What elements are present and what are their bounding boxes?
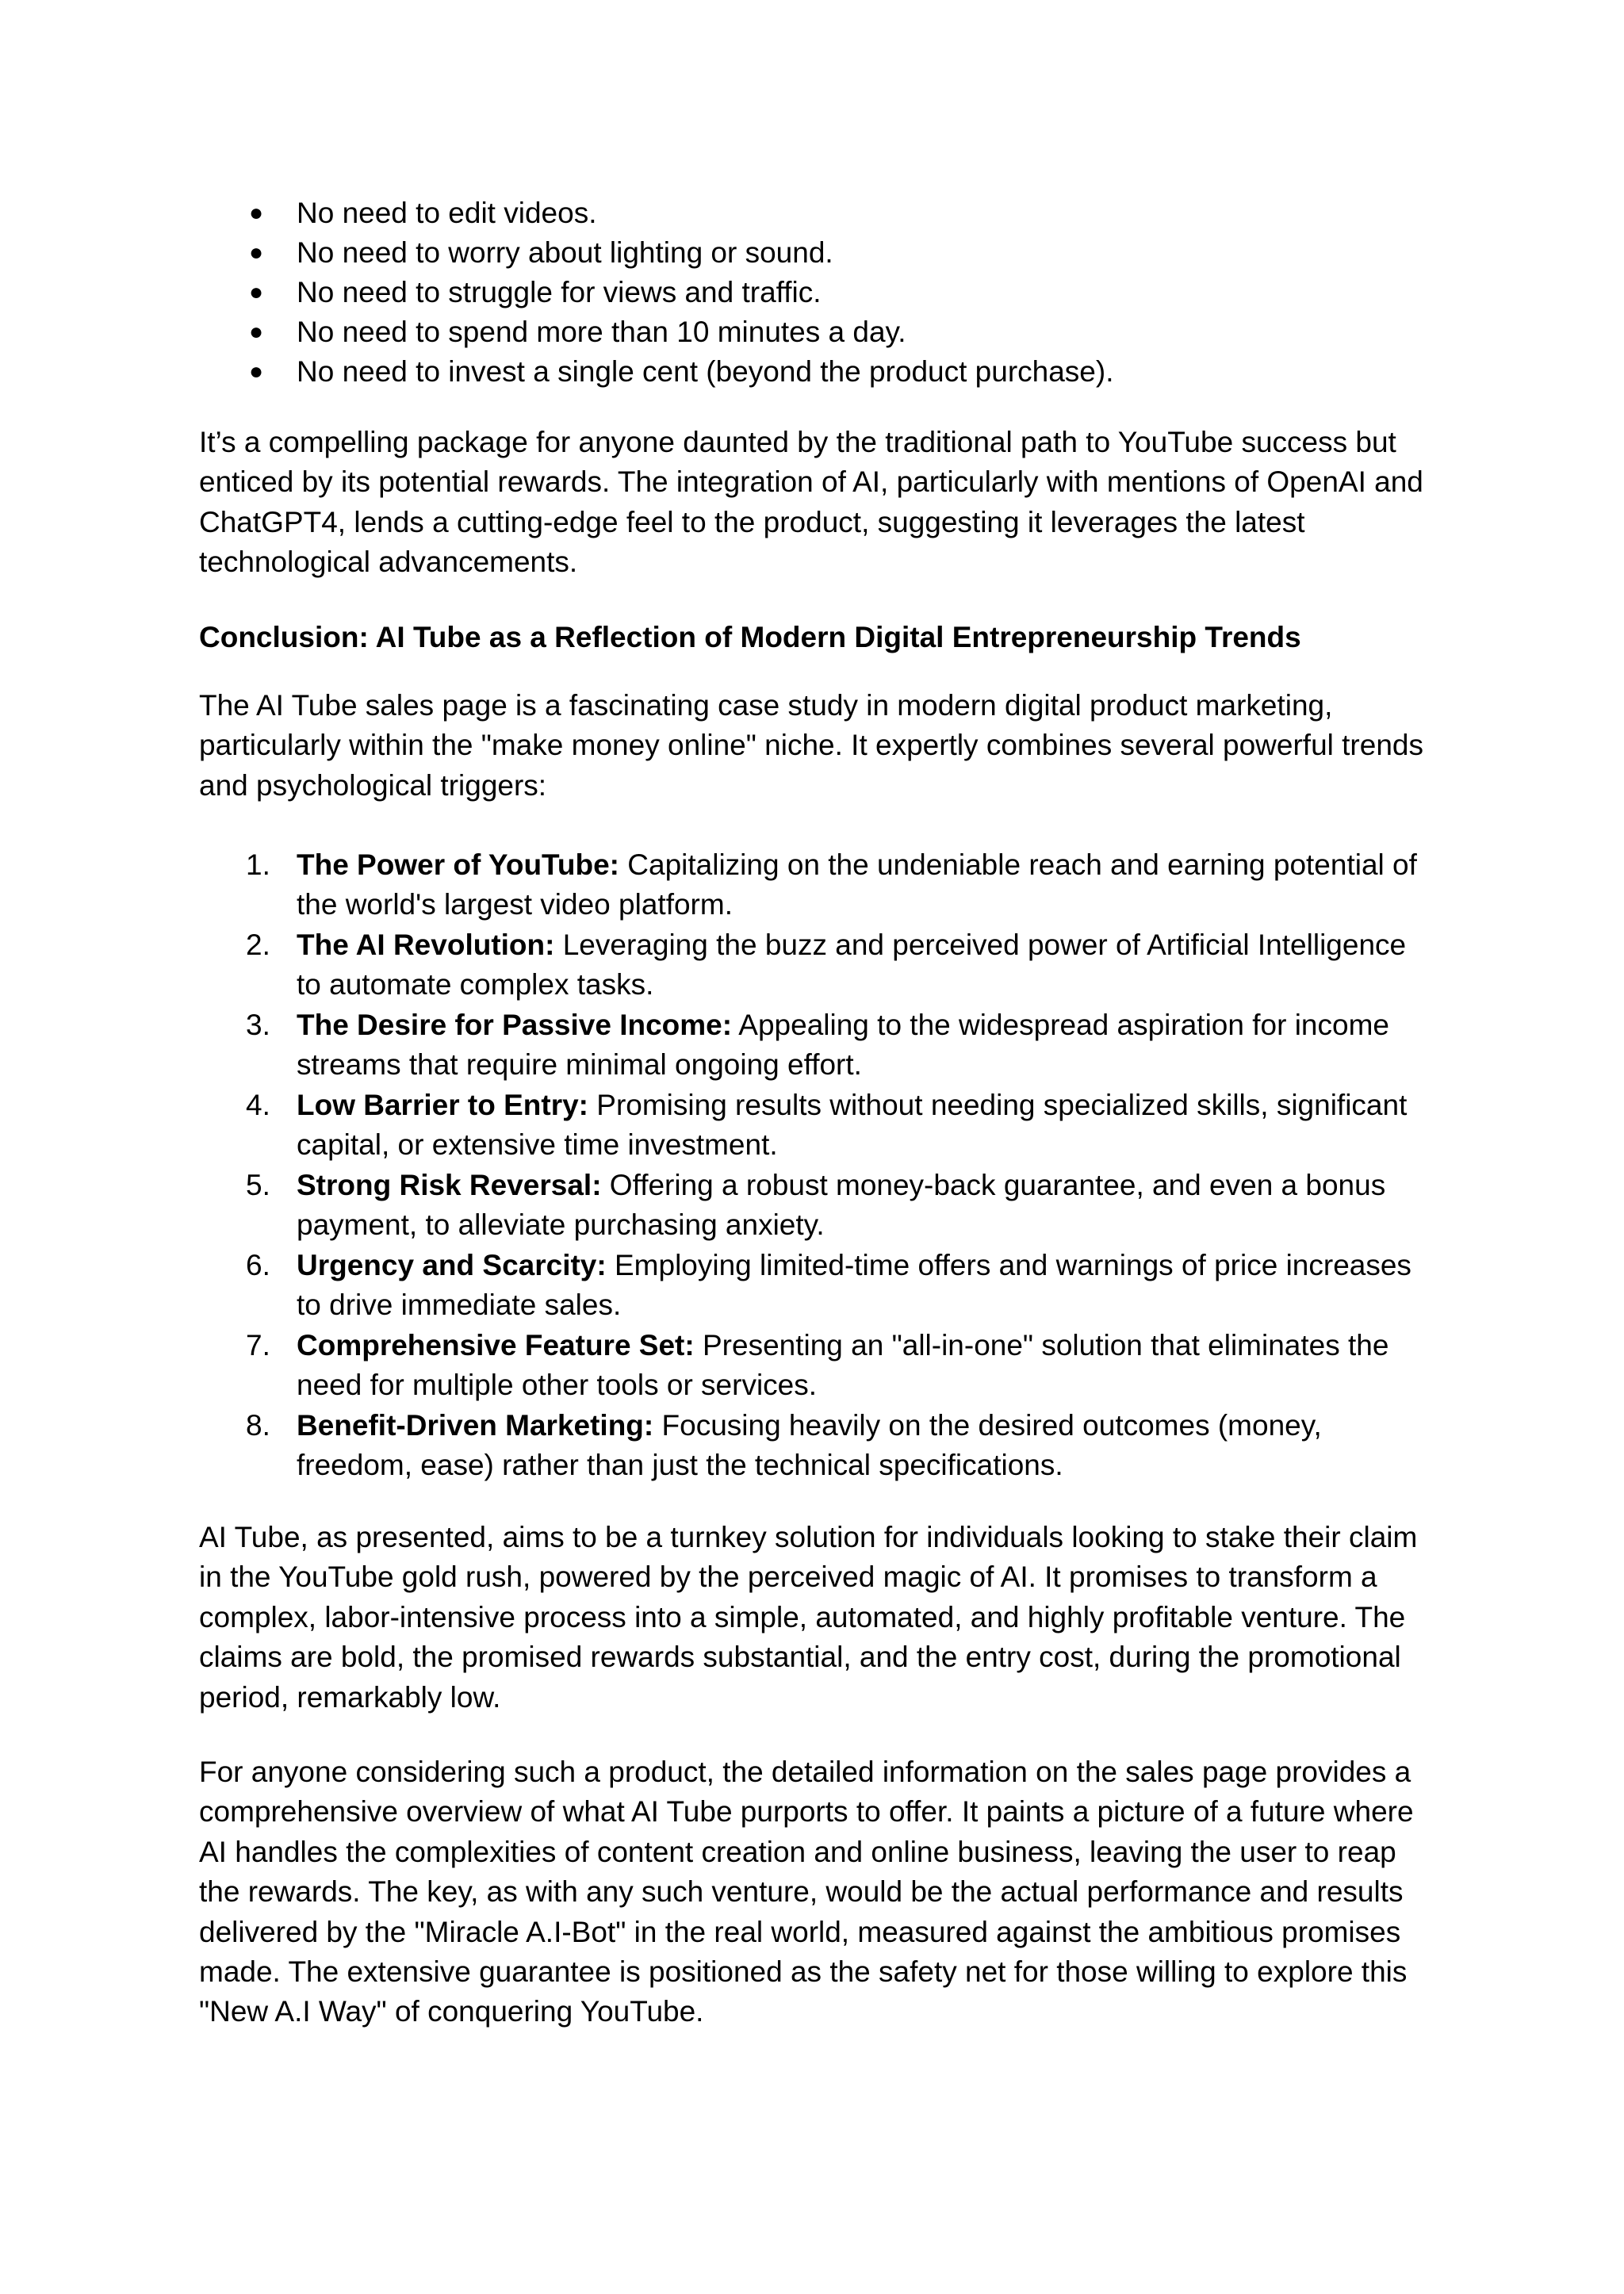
item-title: Benefit-Driven Marketing: bbox=[297, 1409, 654, 1442]
list-item bbox=[199, 1166, 1436, 1246]
closing-paragraph: For anyone considering such a product, the detailed information on the sales page provides a comprehensive overview of what AI Tube purports to offer. It paints a picture of a future where AI handles the complexities of content creation and online business, leaving the user to reap the rewards. The key, as with any such venture, would be the actual performance and results delivered by the "Miracle A.I-Bot" in the real world, measured against the ambitious promises made. The extensive guarantee is positioned as the safety net for those willing to explore this "New A.I Way" of conquering YouTube. bbox=[199, 1756, 1414, 2028]
list-item bbox=[199, 233, 1113, 273]
list-item bbox=[199, 1005, 1436, 1086]
item-title: The Desire for Passive Income: bbox=[297, 1009, 733, 1041]
item-text: Presenting an "all-in-one" solution that eliminates the need for multiple other tools or services. bbox=[297, 1329, 1389, 1402]
conclusion-heading: Conclusion: AI Tube as a Reflection of Modern Digital Entrepreneurship Trends bbox=[199, 621, 1301, 653]
bullet-text: No need to worry about lighting or sound. bbox=[297, 236, 833, 269]
item-title: Urgency and Scarcity: bbox=[297, 1249, 607, 1281]
list-item bbox=[199, 1326, 1436, 1406]
item-text: Leveraging the buzz and perceived power of Artificial Intelligence to automate complex tasks. bbox=[297, 929, 1407, 1001]
list-item bbox=[199, 312, 1113, 352]
list-item bbox=[199, 273, 1113, 312]
item-text: Employing limited-time offers and warnings of price increases to drive immediate sales. bbox=[297, 1249, 1411, 1322]
list-item bbox=[199, 193, 1113, 233]
bullet-icon: ● bbox=[249, 358, 264, 385]
list-item bbox=[199, 845, 1436, 925]
bullet-text: No need to struggle for views and traffic. bbox=[297, 276, 822, 308]
item-number: 8. bbox=[246, 1409, 270, 1442]
list-item bbox=[199, 1086, 1436, 1166]
item-number: 3. bbox=[246, 1009, 270, 1041]
item-number: 1. bbox=[246, 848, 270, 881]
bullet-text: No need to edit videos. bbox=[297, 197, 597, 229]
item-title: Strong Risk Reversal: bbox=[297, 1169, 602, 1201]
bullet-text: No need to invest a single cent (beyond the product purchase). bbox=[297, 355, 1114, 388]
item-text: Focusing heavily on the desired outcomes (money, freedom, ease) rather than just the technical specifications. bbox=[297, 1409, 1322, 1482]
list-item bbox=[199, 925, 1436, 1005]
item-text: Capitalizing on the undeniable reach and earning potential of the world's largest video platform. bbox=[297, 848, 1417, 921]
item-number: 6. bbox=[246, 1249, 270, 1281]
intro-paragraph: It’s a compelling package for anyone daunted by the traditional path to YouTube success but enticed by its potential rewards. The integration of AI, particularly with mentions of OpenAI and ChatGPT4, lends a cutting-edge feel to the product, suggesting it leverages the latest technological advancements. bbox=[199, 426, 1423, 579]
list-item bbox=[199, 1246, 1436, 1326]
item-title: Comprehensive Feature Set: bbox=[297, 1329, 695, 1361]
item-text: Appealing to the widespread aspiration for income streams that require minimal ongoing effort. bbox=[297, 1009, 1389, 1082]
list-item bbox=[199, 1406, 1436, 1486]
bullet-text: No need to spend more than 10 minutes a day. bbox=[297, 316, 906, 348]
conclusion-intro-paragraph: The AI Tube sales page is a fascinating case study in modern digital product marketing, particularly within the "make money online" niche. It expertly combines several powerful trends and psychological triggers: bbox=[199, 689, 1423, 802]
bullet-icon: ● bbox=[249, 319, 264, 345]
trends-numbered-list bbox=[199, 845, 1436, 1486]
bullet-icon: ● bbox=[249, 239, 264, 266]
item-number: 7. bbox=[246, 1329, 270, 1361]
bullet-icon: ● bbox=[249, 200, 264, 226]
item-text: Offering a robust money-back guarantee, and even a bonus payment, to alleviate purchasing anxiety. bbox=[297, 1169, 1386, 1242]
item-number: 4. bbox=[246, 1089, 270, 1121]
item-title: Low Barrier to Entry: bbox=[297, 1089, 588, 1121]
item-title: The AI Revolution: bbox=[297, 929, 555, 961]
item-number: 5. bbox=[246, 1169, 270, 1201]
bullet-icon: ● bbox=[249, 279, 264, 305]
item-title: The Power of YouTube: bbox=[297, 848, 619, 881]
item-text: Promising results without needing specialized skills, significant capital, or extensive time investment. bbox=[297, 1089, 1408, 1162]
benefits-bullet-list bbox=[199, 193, 1113, 392]
item-number: 2. bbox=[246, 929, 270, 961]
summary-paragraph: AI Tube, as presented, aims to be a turnkey solution for individuals looking to stake their claim in the YouTube gold rush, powered by the perceived magic of AI. It promises to transform a complex, labor-intensive process into a simple, automated, and highly profitable venture. The claims are bold, the promised rewards substantial, and the entry cost, during the promotional period, remarkably low. bbox=[199, 1521, 1418, 1714]
list-item bbox=[199, 352, 1113, 392]
